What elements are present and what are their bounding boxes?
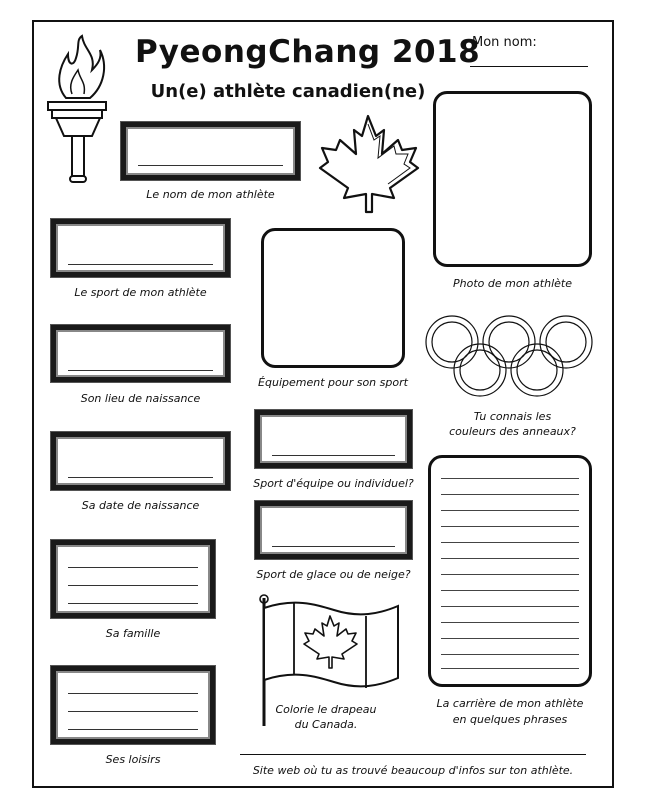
page-subtitle: Un(e) athlète canadien(ne) [150,81,426,102]
rings-caption-line1: Tu connais les [473,410,552,423]
olympic-torch-icon [46,36,110,186]
photo-caption: Photo de mon athlète [453,277,572,290]
page-title: PyeongChang 2018 [135,34,481,70]
athlete-photo-box[interactable] [433,91,592,267]
family-caption: Sa famille [105,627,161,640]
hobbies-box[interactable] [51,666,215,744]
career-box[interactable] [428,455,592,687]
olympic-rings-icon[interactable] [424,312,594,400]
website-caption: Site web où tu as trouvé beaucoup d'infos sur ton athlète. [252,764,574,777]
flag-caption-line1: Colorie le drapeau [275,703,377,716]
maple-leaf-icon [318,114,420,214]
sport-caption: Le sport de mon athlète [74,286,207,299]
name-field-line[interactable] [470,66,588,67]
team-or-individual-caption: Sport d'équipe ou individuel? [253,477,414,490]
team-or-individual-box[interactable] [255,410,412,468]
rings-caption-line2: couleurs des anneaux? [449,425,576,438]
equipment-caption: Équipement pour son sport [258,376,408,389]
birthplace-caption: Son lieu de naissance [80,392,201,405]
flag-caption-line2: du Canada. [294,718,358,731]
birthplace-box[interactable] [51,325,230,382]
career-caption-line2: en quelques phrases [452,713,568,726]
career-caption-line1: La carrière de mon athlète [436,697,584,710]
athlete-name-caption: Le nom de mon athlète [146,188,275,201]
birthdate-box[interactable] [51,432,230,490]
ice-or-snow-box[interactable] [255,501,412,559]
sport-box[interactable] [51,219,230,277]
birthdate-caption: Sa date de naissance [81,499,200,512]
hobbies-caption: Ses loisirs [105,753,161,766]
family-box[interactable] [51,540,215,618]
website-field-line[interactable] [240,754,586,755]
ice-or-snow-caption: Sport de glace ou de neige? [256,568,411,581]
equipment-box[interactable] [261,228,405,368]
athlete-name-box[interactable] [121,122,300,180]
name-label: Mon nom: [472,35,537,50]
